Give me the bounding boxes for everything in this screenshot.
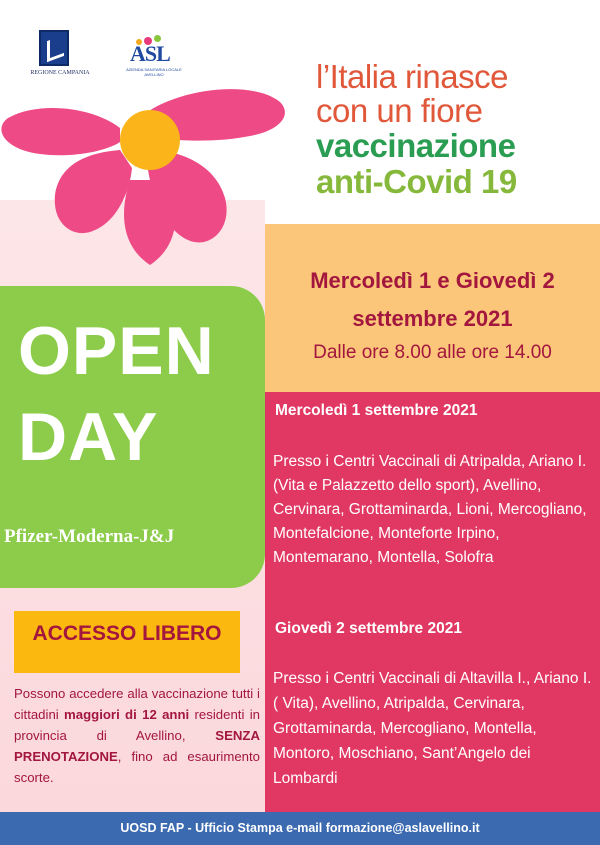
headline-line-2: con un fiore bbox=[316, 92, 483, 129]
open-day-panel bbox=[0, 286, 265, 588]
schedule-panel bbox=[265, 392, 600, 812]
flower-icon bbox=[0, 80, 290, 280]
schedule-day-1-locations: Presso i Centri Vaccinali di Atripalda, Ariano I. (Vita e Palazzetto dello sport), Avellino, Cervinara, Grottaminarda, Lioni, Mercogliano, Montefalcione, Monteforte Irpino, Montemarano, Montella, Solofra bbox=[273, 453, 587, 566]
event-dates-line-2: settembre 2021 bbox=[352, 306, 513, 331]
access-desc-age: maggiori di 12 anni bbox=[64, 707, 190, 722]
asl-logo-caption: AZIENDA SANITARIA LOCALE AVELLINO bbox=[126, 67, 182, 77]
open-day-word-2: DAY bbox=[18, 399, 159, 475]
access-desc-part-3: , fino ad esaurimento scorte. bbox=[14, 749, 260, 785]
access-desc-part-1: Possono accedere alla vaccinazione tutti i cittadini bbox=[14, 686, 260, 722]
event-dates-line-1: Mercoledì 1 e Giovedì 2 bbox=[310, 268, 555, 293]
access-description bbox=[14, 683, 260, 788]
access-desc-part-2: residenti in provincia di Avellino, bbox=[14, 707, 260, 743]
open-day-word-1: OPEN bbox=[18, 313, 215, 389]
headline-line-1: l’Italia rinasce bbox=[316, 58, 508, 95]
campania-logo-caption: REGIONE CAMPANIA bbox=[30, 70, 90, 76]
headline-line-4: anti-Covid 19 bbox=[316, 163, 517, 200]
event-hours: Dalle ore 8.00 alle ore 14.00 bbox=[313, 342, 552, 363]
footer-contact: UOSD FAP - Ufficio Stampa e-mail formazione@aslavellino.it bbox=[0, 812, 600, 845]
headline bbox=[316, 60, 600, 200]
free-access-badge: ACCESSO LIBERO bbox=[14, 611, 240, 673]
schedule-day-2-locations: Presso i Centri Vaccinali di Altavilla I., Ariano I. ( Vita), Avellino, Atripalda, Cervinara, Grottaminarda, Mercogliano, Montella, Montoro, Moschiano, Sant’Angelo dei Lombardi bbox=[273, 670, 592, 787]
regione-campania-logo bbox=[30, 28, 90, 83]
headline-line-3: vaccinazione bbox=[316, 127, 516, 164]
event-dates-panel bbox=[265, 224, 600, 392]
schedule-day-2-title: Giovedì 2 settembre 2021 bbox=[275, 620, 462, 637]
schedule-day-1-title: Mercoledì 1 settembre 2021 bbox=[275, 402, 478, 419]
vaccine-brands: Pfizer-Moderna-J&J bbox=[4, 526, 175, 547]
asl-logo-text: ASL bbox=[130, 41, 170, 66]
asl-logo bbox=[126, 33, 180, 83]
campania-shield-icon bbox=[39, 30, 69, 66]
access-desc-no-booking: SENZA PRENOTAZIONE bbox=[14, 728, 260, 764]
